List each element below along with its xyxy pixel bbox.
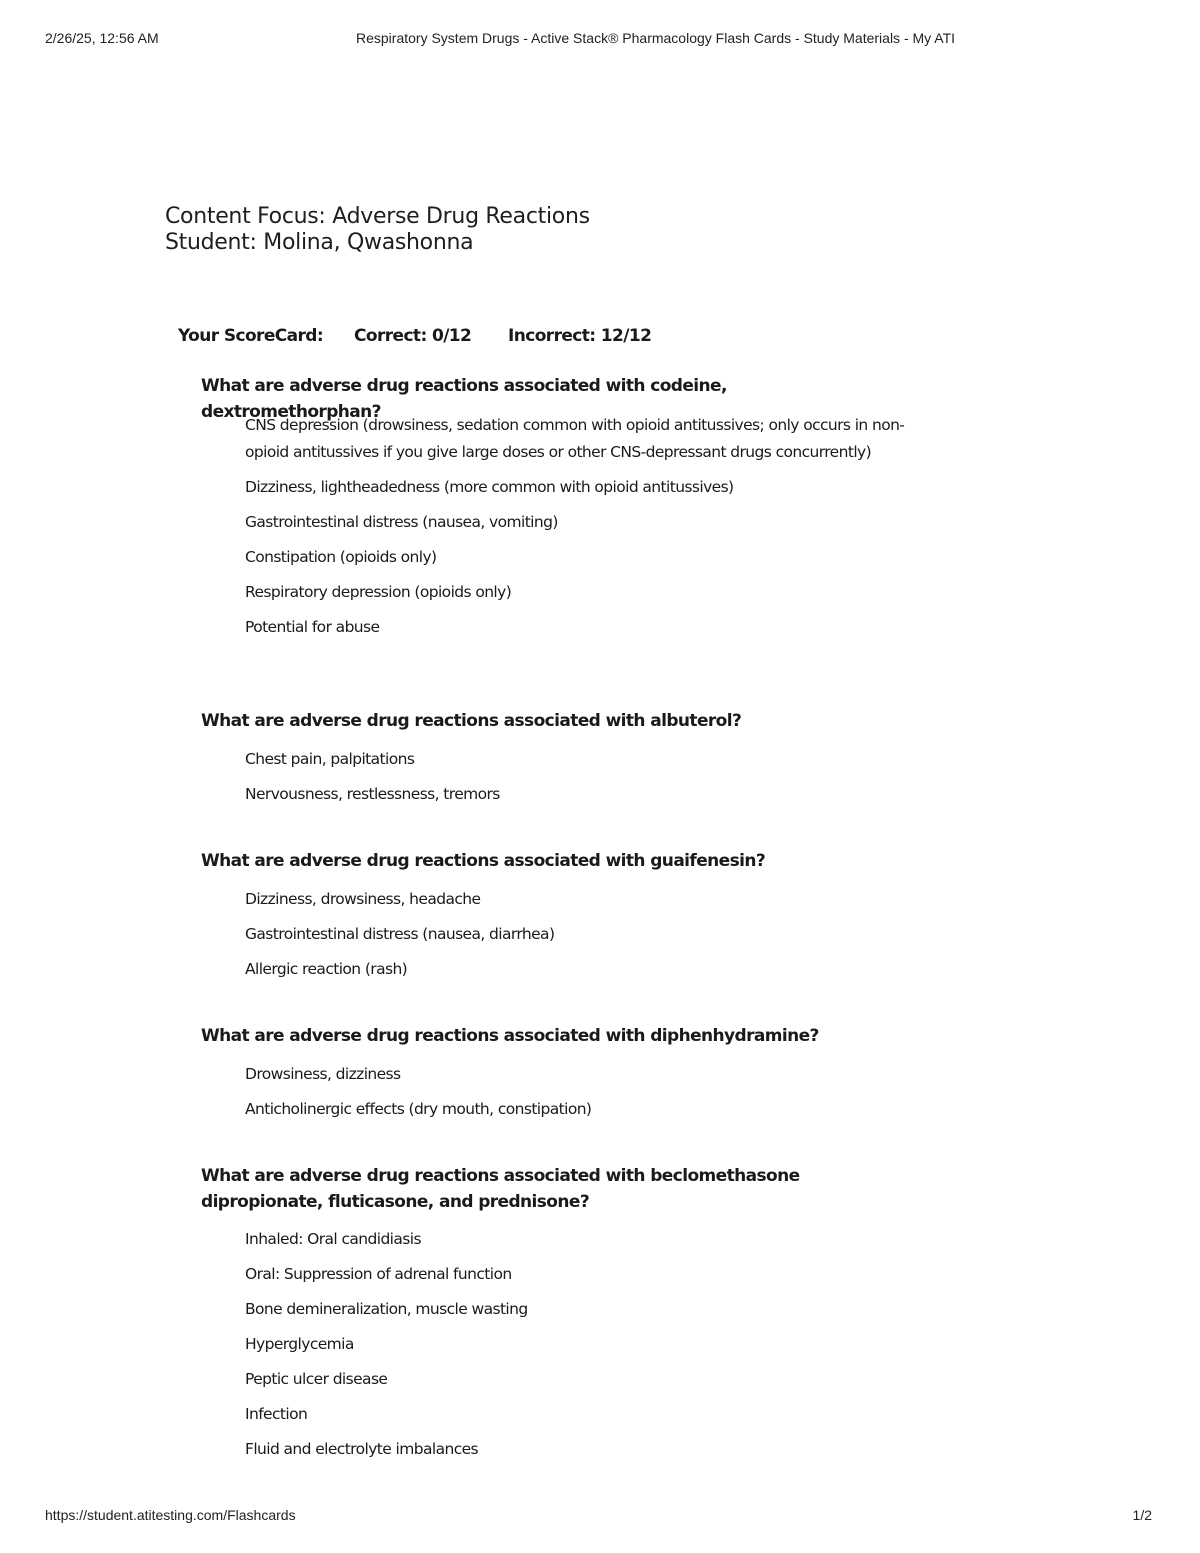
flashcard-answer: Gastrointestinal distress (nausea, diarrhea)	[245, 925, 555, 943]
flashcard-answer: Dizziness, lightheadedness (more common with opioid antitussives)	[245, 478, 734, 496]
flashcard-answer-list	[245, 1061, 905, 1131]
flashcard-answer: Drowsiness, dizziness	[245, 1065, 401, 1083]
flashcard-answer: Fluid and electrolyte imbalances	[245, 1440, 479, 1458]
scorecard-label: Your ScoreCard:	[178, 326, 324, 346]
print-header	[0, 30, 1200, 50]
flashcard-answer: Anticholinergic effects (dry mouth, constipation)	[245, 1100, 592, 1118]
flashcard-question: What are adverse drug reactions associated with beclomethasone dipropionate, fluticasone, and prednisone?	[201, 1166, 800, 1212]
scorecard-correct: Correct: 0/12	[354, 326, 472, 346]
flashcard-answer: Peptic ulcer disease	[245, 1370, 388, 1388]
flashcard-question: What are adverse drug reactions associated with albuterol?	[201, 711, 742, 731]
student-name: Student: Molina, Qwashonna	[165, 230, 474, 255]
scorecard	[178, 326, 651, 346]
flashcard-answer: Oral: Suppression of adrenal function	[245, 1265, 512, 1283]
flashcard-question: What are adverse drug reactions associated with guaifenesin?	[201, 851, 766, 871]
flashcard-answer: Constipation (opioids only)	[245, 548, 437, 566]
content-focus-header	[165, 204, 995, 256]
flashcard-answer: Dizziness, drowsiness, headache	[245, 890, 481, 908]
flashcard-answer: Allergic reaction (rash)	[245, 960, 408, 978]
flashcard-answer-list	[245, 886, 905, 991]
print-date: 2/26/25, 12:56 AM	[45, 30, 159, 46]
flashcard-answer: Potential for abuse	[245, 618, 380, 636]
flashcard-answer: Hyperglycemia	[245, 1335, 354, 1353]
print-url: https://student.atitesting.com/Flashcards	[45, 1507, 296, 1523]
content-focus-title: Content Focus: Adverse Drug Reactions	[165, 204, 590, 229]
page-number: 1/2	[1132, 1507, 1152, 1523]
flashcard-answer: Respiratory depression (opioids only)	[245, 583, 512, 601]
flashcard-answer: Chest pain, palpitations	[245, 750, 415, 768]
flashcard-answer-list	[245, 412, 905, 649]
flashcard-answer-list	[245, 1226, 905, 1471]
flashcard-answer: Inhaled: Oral candidiasis	[245, 1230, 421, 1248]
flashcard-question: What are adverse drug reactions associated with diphenhydramine?	[201, 1026, 819, 1046]
flashcard-answer: CNS depression (drowsiness, sedation common with opioid antitussives; only occurs in non-opioid antitussives if you give large doses or other CNS-depressant drugs concurrently)	[245, 416, 905, 461]
flashcard-answer-list	[245, 746, 905, 816]
flashcard-answer: Gastrointestinal distress (nausea, vomiting)	[245, 513, 558, 531]
flashcard-answer: Bone demineralization, muscle wasting	[245, 1300, 528, 1318]
scorecard-incorrect: Incorrect: 12/12	[508, 326, 652, 346]
flashcard-question: What are adverse drug reactions associated with codeine, dextromethorphan?	[201, 376, 727, 422]
flashcard-answer: Infection	[245, 1405, 308, 1423]
print-page-title: Respiratory System Drugs - Active Stack® Pharmacology Flash Cards - Study Materials - My ATI	[356, 30, 956, 46]
flashcard-answer: Nervousness, restlessness, tremors	[245, 785, 500, 803]
print-footer	[0, 1507, 1200, 1527]
